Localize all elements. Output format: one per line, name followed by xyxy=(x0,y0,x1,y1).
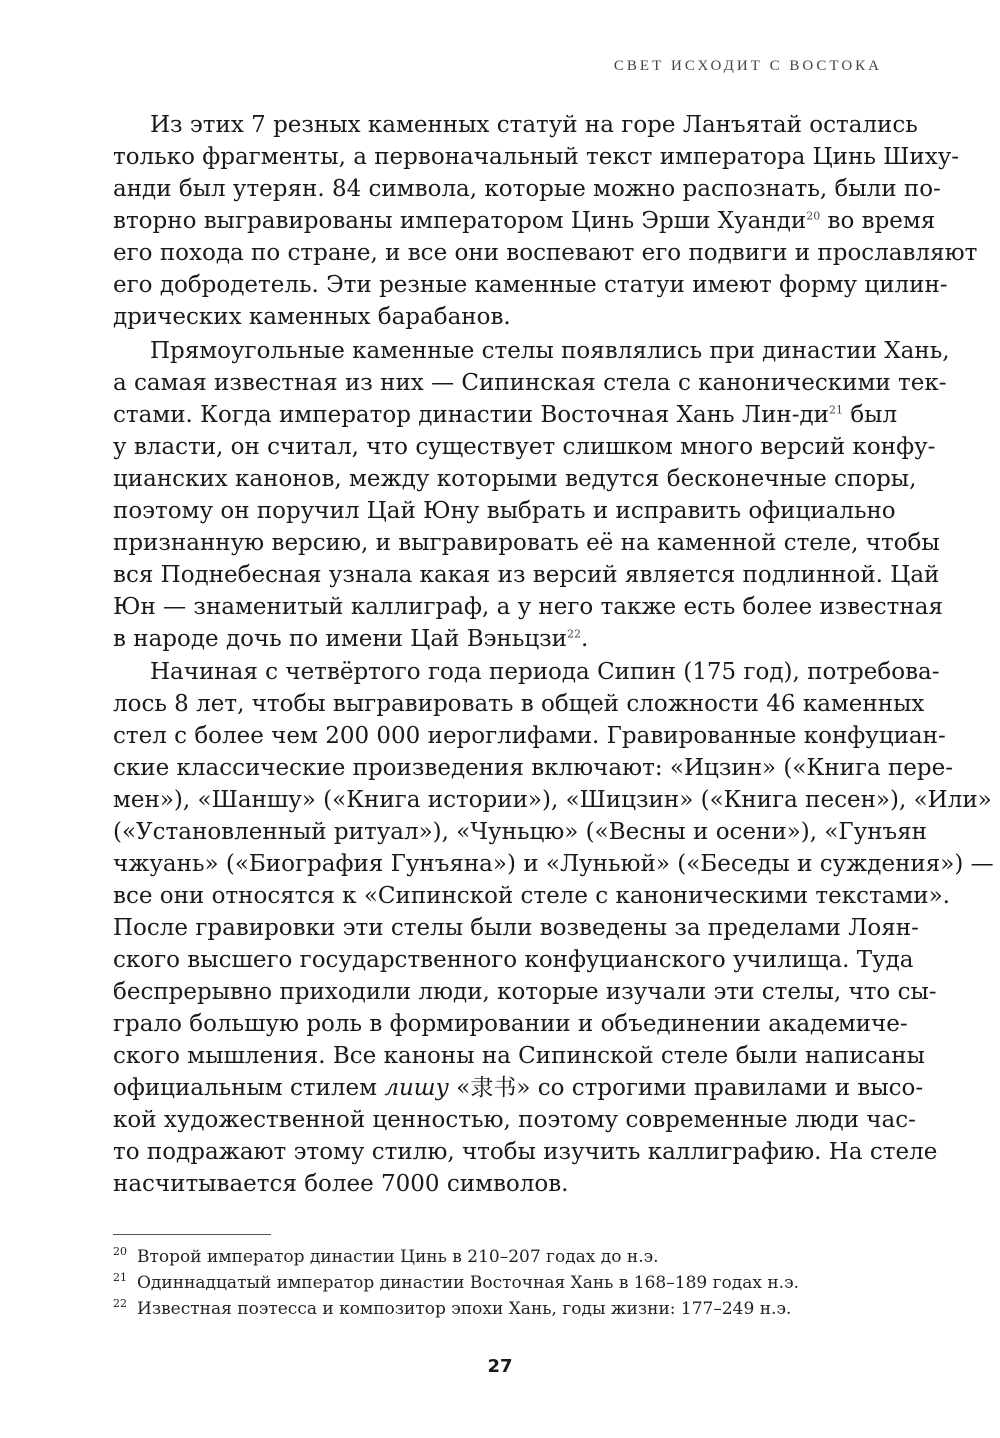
body-text: официальным стилем xyxy=(113,1075,378,1101)
footnote-text: Известная поэтесса и композитор эпохи Хань, годы жизни: 177–249 н.э. xyxy=(137,1299,792,1319)
body-text: «隶书» со строгими правилами и высо- xyxy=(456,1075,924,1101)
body-text: . xyxy=(581,626,589,652)
body-line xyxy=(113,1073,924,1105)
footnote-ref: 21 xyxy=(829,403,843,417)
body-line: лось 8 лет, чтобы выгравировать в общей сложности 46 каменных xyxy=(113,691,925,717)
body-line: стел с более чем 200 000 иероглифами. Гравированные конфуциан- xyxy=(113,723,946,749)
body-text: был xyxy=(850,402,898,428)
body-text: стами. Когда император династии Восточная Хань Лин-ди xyxy=(113,402,829,428)
body-line: насчитывается более 7000 символов. xyxy=(113,1171,569,1197)
page-number: 27 xyxy=(487,1356,513,1377)
body-line: кой художественной ценностью, поэтому современные люди час- xyxy=(113,1107,916,1133)
body-line: («Установленный ритуал»), «Чуньцю» («Весны и осени»), «Гунъян xyxy=(113,819,927,845)
body-line: его добродетель. Эти резные каменные статуи имеют форму цилин- xyxy=(113,272,948,298)
body-line: все они относятся к «Сипинской стеле с каноническими текстами». xyxy=(113,883,950,909)
italic-term: лишу xyxy=(384,1075,449,1101)
footnote: 22 Известная поэтесса и композитор эпохи Хань, годы жизни: 177–249 н.э. xyxy=(113,1297,792,1319)
body-line: вся Поднебесная узнала какая из версий является подлинной. Цай xyxy=(113,562,940,588)
footnote-divider xyxy=(113,1234,271,1235)
body-line: грало большую роль в формировании и объединении академиче- xyxy=(113,1011,908,1037)
body-text: во время xyxy=(827,208,936,234)
body-line: ские классические произведения включают: «Ицзин» («Книга пере- xyxy=(113,755,954,781)
footnote-ref: 22 xyxy=(567,627,582,641)
body-line xyxy=(113,206,936,238)
body-line: Прямоугольные каменные стелы появлялись при династии Хань, xyxy=(150,338,950,364)
body-line: После гравировки эти стелы были возведены за пределами Лоян- xyxy=(113,915,919,941)
body-line: ского высшего государственного конфуцианского училища. Туда xyxy=(113,947,914,973)
body-line: беспрерывно приходили люди, которые изучали эти стелы, что сы- xyxy=(113,979,937,1005)
running-head: СВЕТ ИСХОДИТ С ВОСТОКА xyxy=(613,58,882,74)
body-line xyxy=(113,400,898,432)
body-line: Начиная с четвёртого года периода Сипин (175 год), потребова- xyxy=(150,659,940,685)
body-line: у власти, он считал, что существует слишком много версий конфу- xyxy=(113,434,936,460)
footnote-ref: 20 xyxy=(806,209,821,223)
body-line: Юн — знаменитый каллиграф, а у него также есть более известная xyxy=(113,594,943,620)
body-line: дрических каменных барабанов. xyxy=(113,304,511,330)
body-line: только фрагменты, а первоначальный текст императора Цинь Шиху- xyxy=(113,144,960,170)
footnote: 21 Одиннадцатый император династии Восточная Хань в 168–189 годах н.э. xyxy=(113,1271,799,1293)
body-line: признанную версию, и выгравировать её на каменной стеле, чтобы xyxy=(113,530,940,556)
body-line: цианских канонов, между которыми ведутся бесконечные споры, xyxy=(113,466,917,492)
footnote-text: Одиннадцатый император династии Восточная Хань в 168–189 годах н.э. xyxy=(137,1273,799,1293)
body-line: то подражают этому стилю, чтобы изучить каллиграфию. На стеле xyxy=(113,1139,938,1165)
body-line: Из этих 7 резных каменных статуй на горе Ланъятай остались xyxy=(150,112,918,138)
body-line: ского мышления. Все каноны на Сипинской стеле были написаны xyxy=(113,1043,925,1069)
body-line: его похода по стране, и все они воспевают его подвиги и прославляют xyxy=(113,240,978,266)
body-line: а самая известная из них — Сипинская стела с каноническими тек- xyxy=(113,370,947,396)
body-text: в народе дочь по имени Цай Вэньцзи xyxy=(113,626,568,652)
body-line: анди был утерян. 84 символа, которые можно распознать, были по- xyxy=(113,176,941,202)
body-line xyxy=(113,624,883,656)
footnote-text: Второй император династии Цинь в 210–207 годах до н.э. xyxy=(137,1247,659,1267)
footnote: 20 Второй император династии Цинь в 210–207 годах до н.э. xyxy=(113,1245,659,1267)
body-text: вторно выгравированы императором Цинь Эрши Хуанди xyxy=(113,208,807,234)
body-line: чжуань» («Биография Гунъяна») и «Луньюй» («Беседы и суждения») — xyxy=(113,851,994,877)
body-line: мен»), «Шаншу» («Книга истории»), «Шицзин» («Книга песен»), «Или» xyxy=(113,787,992,813)
body-line: поэтому он поручил Цай Юну выбрать и исправить официально xyxy=(113,498,896,524)
